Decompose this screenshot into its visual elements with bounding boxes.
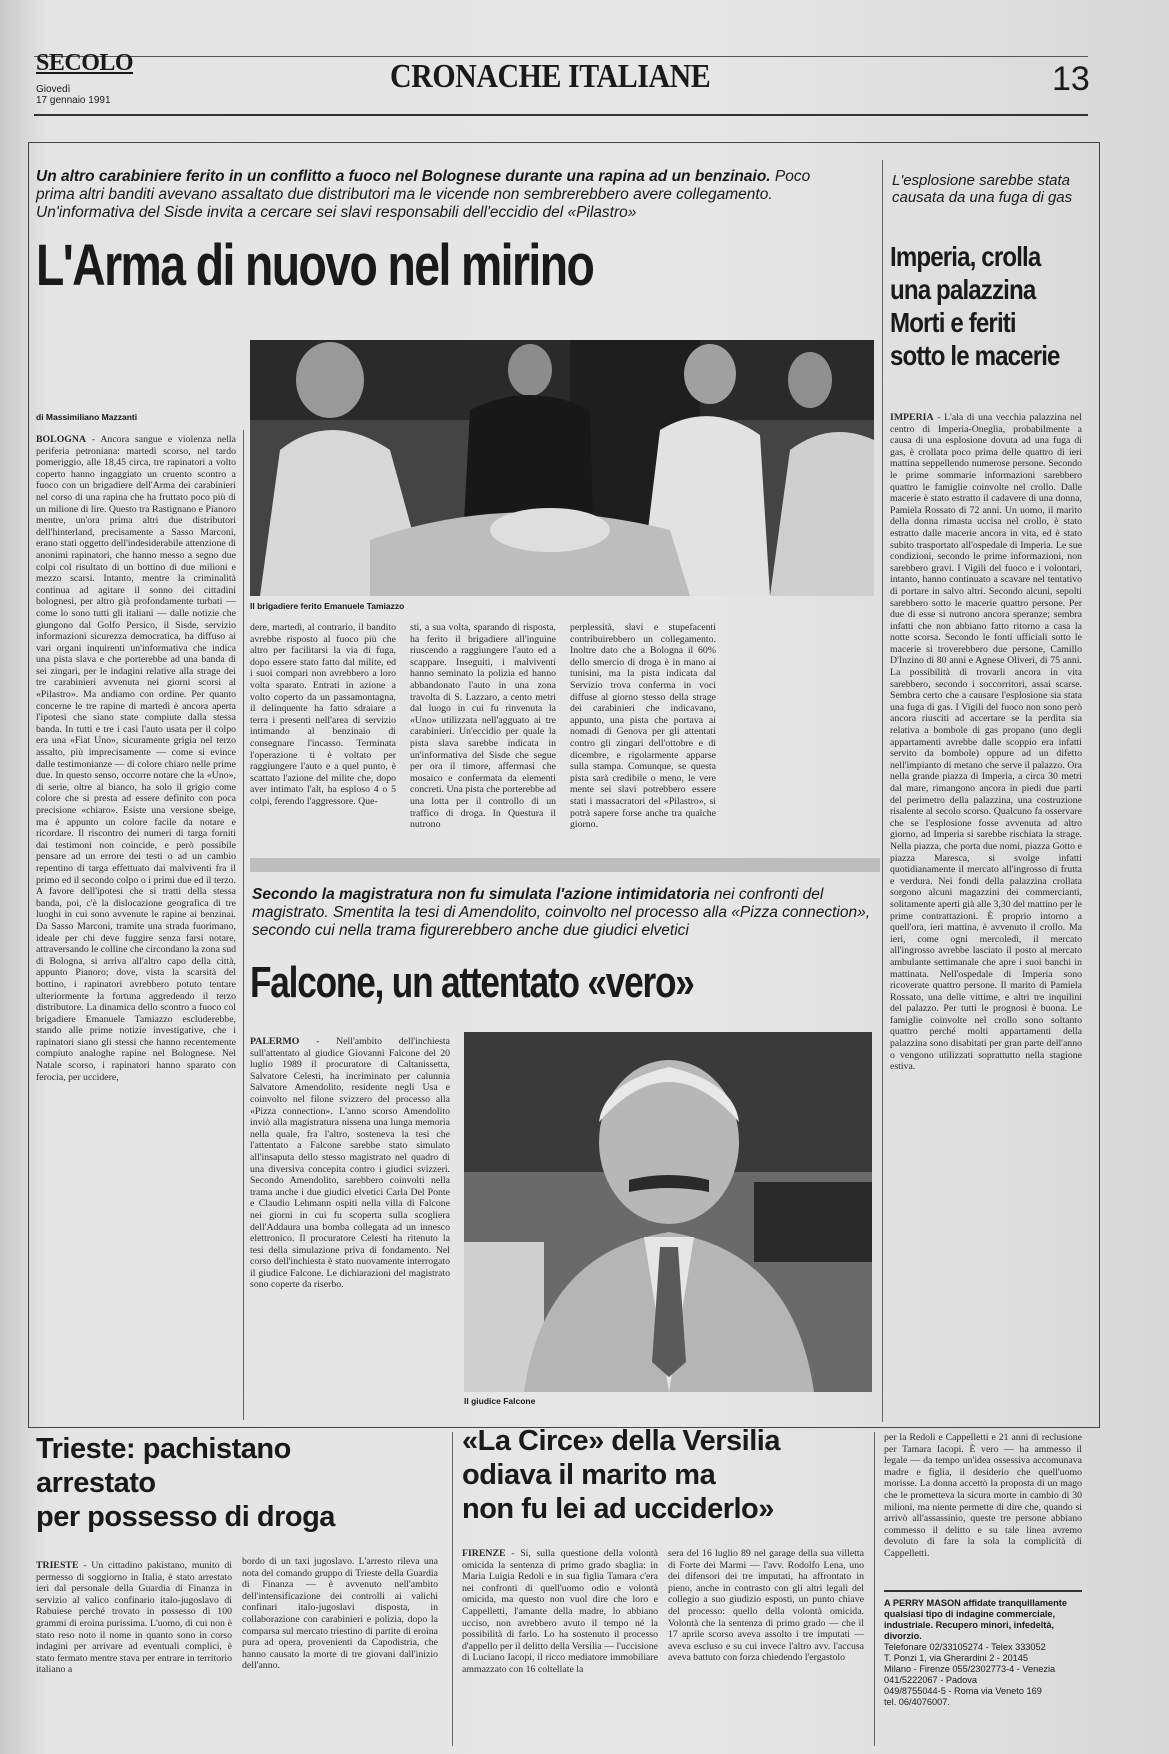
- column-rule: [874, 1432, 875, 1746]
- side-headline: Imperia, crolla una palazzina Morti e feriti sotto le macerie: [890, 241, 1060, 371]
- date-full: 17 gennaio 1991: [36, 95, 111, 106]
- falcone-kicker-bold: Secondo la magistratura non fu simulata l'azione intimidatoria: [252, 886, 710, 903]
- trieste-col1-text: - Un cittadino pakistano, munito di permesso di soggiorno in Italia, è stato arrestato ieri dal personale della Guardia di Finanza in servizio al valico confinario italo-jugoslavo di Rabuiese perché trovato in possesso di 100 grammi di eroina purissima. L'uomo, di cui non è stato reso noto il nome in quanto sono in corso indagini per arrivare ad eventuali complici, è stato fermato mentre stava per entrare in territorio italiano a: [36, 1560, 232, 1676]
- side-body-text: - L'ala di una vecchia palazzina nel centro di Imperia-Oneglia, probabilmente a causa di una esplosione dovuta ad una fuga di gas, è crollata poco prima delle quattro di ieri mattina seppellendo numerose persone. Secondo le prime sommarie informazioni sarebbero quattro le famiglie coinvolte nel crollo. Dalle macerie è stato estratto il cadavere di una donna, Pamiela Rossato di 72 anni. Un uomo, il marito della donna rimasta uccisa nel crollo, è stato estratto dalle macerie ancora in vita, ed è stato subito trasportato all'ospedale di Imperia. Le sue condizioni, secondo le prime informazioni, non sarebbero gravi. I Vigili del fuoco e i volontari, intanto, hanno continuato a scavare nel tentativo di portare in salvo altri. Secondo alcuni, sepolti sarebbero sotto le macerie quattro persone. Per due di esse si nutrono ancora speranze; sembra infatti che non abbiano fatto ritorno a casa la notte scorsa. Secondo le fonti ufficiali sotto le macerie si troverebbero due persone, Camillo D'Inzino di 80 anni e Agnese Oliveri, di 75 anni. La possibilità di trovarli ancora in vita sarebbero, secondo i soccorritori, assai scarse. Sembra certo che a causare l'esplosione sia stata una fuga di gas. I Vigili del fuoco non sono però ancora riusciti ad accertare se la perdita sia relativa a bombole di gas propano (uno degli appartamenti avrebbe dalle scoppio era infatti servito da bombole) oppure ad un difetto nell'impianto di metano che serve il palazzo. Ora nella grande piazza di Imperia, a circa 30 metri dal mare, rimangono ancora in piedi due parti del perimetro della palazzina, una costruzione risalente al secolo scorso. Qualcuno fa osservare che se l'esplosione fosse avvenuta ad altro giorno, ad Imperia si sarebbe rischiata la strage. Nella piazza, che porta due nomi, piazza Gotto e piazza Maresca, si svolge infatti quotidianamente il mercato all'ingrosso di frutta e verdura. Nei fondi della palazzina crollata sorgono alcuni magazzini dei commercianti, solitamente aperti già alle 3,30 del mattino per le prime contrattazioni. È proprio intorno a quell'ora, ieri mattina, è avvenuto il crollo. Ma ieri, come ogni mercoledì, il mercato all'ingrosso avrebbe lasciato il posto al mercato ambulante settimanale che apre i suoi banchi in mattinata. Nell'ospedale di Imperia sono ricoverate quattro persone. Il marito di Pamiela Rossato, una delle vittime, e altri tre inquilini del palazzo. Per tutti le prognosi è buona. Le famiglie coinvolte nel crollo sono soltanto quattro perché molti appartamenti della palazzina sono disabitati per gran parte dell'anno o vengono utilizzati soprattutto nella stagione estiva.: [890, 412, 1082, 1073]
- column-rule: [452, 1432, 453, 1746]
- falcone-photo-image: [464, 1032, 872, 1392]
- lead-col-2: [250, 622, 396, 842]
- lead-photo-image: [250, 340, 874, 596]
- lead-photo: [250, 340, 874, 596]
- side-dateline: IMPERIA: [890, 412, 934, 423]
- ad-line: Milano - Firenze 055/2302773-4 - Venezia 041/5222067 - Padova: [884, 1664, 1056, 1685]
- trieste-col2-text: bordo di un taxi jugoslavo. L'arresto rileva una nota del comando gruppo di Trieste della Guardia di Finanza — è avvenuto nell'ambito dell'intensificazione dei controlli ai valichi confinari italo-jugoslavi disposta, in collaborazione con carabinieri e polizia, dopo la comparsa sul mercato triestino di partite di eroina pura ad opera, provenienti da Capodistria, che hanno causato la morte di tre giovani dall'inizio dell'anno.: [242, 1556, 438, 1672]
- trieste-headline: [36, 1432, 436, 1534]
- falcone-kicker: [252, 886, 872, 940]
- column-rule: [243, 430, 244, 1420]
- date-weekday: Giovedì: [36, 84, 71, 95]
- lead-col-3: [410, 622, 556, 842]
- shaded-separator: [250, 858, 880, 872]
- falcone-kicker-rest: nei confronti del magistrato. Smentita la tesi di Amendolito, coinvolto nel processo alla «Pizza connection», secondo cui nella trama figurerebbero anche due giudici elvetici: [252, 886, 871, 939]
- ad-title: A PERRY MASON affidate tranquillamente qualsiasi tipo di indagine commerciale, industriale. Recupero minori, infedeltà, divorzio.: [884, 1598, 1067, 1641]
- circe-col-1: [462, 1548, 658, 1746]
- lead-photo-caption: Il brigadiere ferito Emanuele Tamiazzo: [250, 601, 405, 611]
- page-number: 13: [1052, 60, 1090, 98]
- circe-headline-line: odiava il marito ma: [462, 1459, 716, 1491]
- lead-col-1: [36, 434, 236, 1424]
- circe-col3-text: per la Redoli e Cappelletti e 21 anni di reclusione per Tamara Iacopi. È vero — ha ammesso il legale — da tempo un'idea ossessiva accomunava madre e figlia, il desiderio che quell'uomo morisse. La donna accettò la proposta di un mago che le prometteva la sicura morte in cambio di 30 milioni, ma niente permette di dire che, quando si arrivò all'assassinio, queste tre persone abbiano commesso il delitto e su tale linea avremo devoluto di fare la sola la complicità di Cappelletti.: [884, 1432, 1082, 1559]
- falcone-body: [250, 1036, 450, 1420]
- lead-col1-text: - Ancora sangue e violenza nella periferia petroniana: martedì scorso, nel tardo pomeriggio, alle 18,45 circa, tre rapinatori a volto coperto hanno ingaggiato un cruento scontro a fuoco con un brigadiere dell'Arma dei carabinieri nel corso di una rapina che ha fruttato poco più di un milione di lire. Questo tra Rastignano e Pianoro mentre, un'ora prima altri due distributori dell'hinterland, precisamente a Sasso Marconi, erano stati oggetto dell'indesiderabile attenzione di anonimi rapinatori, che hanno messo a segno due colpi col risultato di un bottino di due milioni e mezzo scarsi. Intanto, mentre la criminalità continua ad agitare il sonno dei cittadini bolognesi, per altro già profondamente turbati — come lo sono tutti gli italiani — dalle notizie che giungono dal Golfo Persico, il Sisde, servizio informazioni sicurezza democratica, ha diffuso ai vari organi inquirenti un'informativa che indica una pista slava e che porterebbe ad una banda di sei zingari, per le indagini relative alla strage dei tre carabinieri avvenuta nei giorni scorsi al «Pilastro». Ma andiamo con ordine. Per quanto concerne le tre rapine di martedì è ancora aperta l'ipotesi che siano state compiute dalla stessa banda. In tutti e tre i casi l'auto usata per il colpo era una «Fiat Uno», sicuramente grigia nel terzo assalto, più imprecisamente — come si evince dalle testimonianze — di colore chiaro nelle prime due. In questo senso, occorre notare che la «Uno», di serie, oltre al bianco, ha solo il grigio come colore che si presta ad essere definito con poca precisione «chiaro». Esiste una versione sbeige, ma è appunto un colore facile da notare e ricordare. Il riscontro dei numeri di targa forniti dai testimoni non coincide, e però possibile pensare ad un errore dei testi o ad un cambio repentino di targa effettuato dai malviventi fra il primo ed il secondo colpo o i primi due ed il terzo. A favore dell'ipotesi che si tratti della stessa banda, poi, c'è la dislocazione geografica di tre luoghi in cui sono avvenute le rapine ai benzinai. Da Sasso Marconi, tramite una strada fuorimano, ideale per chi deve fuggire senza farsi notare, attraversando le colline che circondano la zona sud di Bologna, si arriva all'altro capo della città, appunto Pianoro; dove, vista la scarsità del bottino, i rapinatori avrebbero potuto tentare ulteriormente la fortuna aggredendo il terzo distributore. La dinamica dello scontro a fuoco col brigadiere Emanuele Tamiazzo escluderebbe, stando alle prime notizie investigative, che i rapinatori siano gli stessi che hanno recentemente compiuto analoghe rapine nel Bolognese. Nel Natale scorso, i rapinatori hanno sparato con ferocia, per uccidere,: [36, 434, 236, 1083]
- circe-col-2: [668, 1548, 864, 1746]
- falcone-body-text: - Nell'ambito dell'inchiesta sull'attentato al giudice Giovanni Falcone del 20 luglio 1989 il procuratore di Caltanissetta, Salvatore Celesti, ha incriminato per calunnia Salvatore Amendolito, residente negli Usa e coinvolto nel filone svizzero del processo alla «Pizza connection». L'anno scorso Amendolito inviò alla magistratura nissena una lunga memoria nella quale, fra l'altro, sosteneva la tesi che l'attentato a Falcone sarebbe stato simulato all'insaputa dello stesso magistrato nel quadro di una diversiva concepita contro i giudici svizzeri. Secondo Amendolito, sarebbero coinvolti nella trama anche i due giudici elvetici Carla Del Ponte e Claudio Lehmann ospiti nella villa di Falcone nei giorni in cui fu scoperta sulla scogliera dell'Addaura una bomba collegata ad un innesco elettronico. Il procuratore Celesti ha ritenuto la tesi della simulazione priva di fondamento. Nel corso dell'inchiesta è stato nuovamente interrogato il giudice Falcone. Le dichiarazioni del magistrato sono coperte da riserbo.: [250, 1036, 450, 1291]
- lead-col3-text: sti, a sua volta, sparando di risposta, ha ferito il brigadiere all'inguine riuscendo a raggiungere l'auto ed a scappare. Inseguiti, i malviventi hanno seminato la polizia ed hanno abbandonato l'auto in una zona travolta di S. Lazzaro, a cento metri dal luogo in cui fu rinvenuta la «Uno» utilizzata nell'agguato ai tre carabinieri. Un'eccidio per quale la pista slava sarebbe indicata in un'informativa del Sisde che segue per ora il timore, affermasi che mosaico e confermata da elementi concreti. Una pista che porterebbe ad una lotta per il controllo di un traffico di droga. In Questura il nutrono: [410, 622, 556, 831]
- trieste-headline-line: arrestato: [36, 1467, 156, 1499]
- masthead-brand: SECOLO: [36, 50, 134, 76]
- side-kicker-prefix: L'esplosione: [892, 172, 975, 189]
- ad-rule: [884, 1590, 1082, 1592]
- circe-headline-line: «La Circe» della Versilia: [462, 1425, 780, 1457]
- lead-byline: di Massimiliano Mazzanti: [36, 412, 138, 422]
- trieste-headline-line: Trieste: pachistano: [36, 1433, 291, 1465]
- lead-headline: L'Arma di nuovo nel mirino: [36, 233, 594, 298]
- circe-col2-text: sera del 16 luglio 89 nel garage della sua villetta di Forte dei Marmi — l'avv. Rodolfo Lena, uno dei difensori dei tre imputati, ha affrontato in pieno, anche in contrasto con gli altri legali del collegio a suo giudizio esposti, un punto chiave del processo: quello della volontà omicida. Volontà che la sentenza di primo grado — che il 17 aprile scorso aveva assolto i tre imputati — aveva escluso e su cui invece l'altro avv. l'accusa aveva battuto con forza chiedendo l'ergastolo: [668, 1548, 864, 1664]
- side-kicker-rest: sarebbe stata causata da una fuga di gas: [892, 172, 1073, 206]
- section-title: CRONACHE ITALIANE: [390, 58, 711, 95]
- lead-kicker: [36, 168, 848, 222]
- side-body: [890, 412, 1082, 1416]
- side-kicker: [892, 172, 1082, 206]
- lead-col2-text: dere, martedì, al contrario, il bandito avrebbe risposto al fuoco più che altro per facilitarsi la via di fuga, dopo essere stato fatto dal milite, ed i suoi compari non avrebbero a loro volta sparato. Entrati in azione a volto coperto da un passamontagna, il delinquente ha fatto sdraiare a terra i presenti nell'area di servizio intimando al benzinaio di consegnare l'incasso. Terminata l'operazione ti è voltato per raggiungere l'auto e a quel punto, è scattato l'azione del milite che, dopo aver intimato l'alt, ha esploso 4 o 5 colpi, ferendo l'aggressore. Que-: [250, 622, 396, 807]
- ad-line: 049/8755044-5 - Roma via Veneto 169: [884, 1686, 1042, 1696]
- trieste-dateline: TRIESTE: [36, 1560, 79, 1571]
- falcone-dateline: PALERMO: [250, 1036, 300, 1047]
- falcone-photo-caption: Il giudice Falcone: [464, 1396, 536, 1406]
- circe-col1-text: - Si, sulla questione della volontà omicida la sentenza di primo grado sbaglia: in Maria Luigia Redoli e in sua figlia Tamara c'era nei confronti di quell'uomo odio e volontà omicida, ma questo non vuol dire che loro e Cappelletti, l'amante della madre, lo abbiano ucciso, non avrebbero avuto il tempo né la possibilità di farlo. Lo ha sostenuto il processo d'appello per il delitto della Versilia — l'uccisione di Luciano Iacopi, il ricco mediatore immobiliare ammazzato con 16 coltellate la: [462, 1548, 658, 1675]
- lead-col-4: [570, 622, 716, 842]
- lead-dateline: BOLOGNA: [36, 434, 87, 445]
- circe-dateline: FIRENZE: [462, 1548, 506, 1559]
- column-rule: [882, 160, 883, 1422]
- lead-col4-text: perplessità, slavi e stupefacenti contribuirebbero un collegamento. Inoltre dato che a Bologna il 60% dello smercio di droga è in mano ai tunisini, ma la pista indicata dal Servizio trova conferma in voci diffuse al giorno stesso della strage dei carabinieri che indicavano, appunto, una pista che portava ai nomadi di Genova per gli attentati contro gli zingari dell'ottobre e di dicembre, e rigolarmente apparse sulla stampa. Comunque, se questa pista sarà credibile o meno, le vere mente sei slavi potrebbero essere stati i massacratori del «Pilastro», si potrà sapere forse anche tra qualche giorno.: [570, 622, 716, 831]
- ad-line: tel. 06/4076007.: [884, 1697, 950, 1707]
- lead-kicker-rest: Poco prima altri banditi avevano assaltato due distributori ma le vicende non sembrerebbero avere collegamento. Un'informativa del Sisde invita a cercare sei slavi responsabili dell'eccidio del «Pilastro»: [36, 168, 811, 221]
- top-rule: [34, 56, 1088, 57]
- trieste-col-2: [242, 1556, 438, 1746]
- ad-line: T. Ponzi 1, via Gherardini 2 - 20145: [884, 1653, 1029, 1663]
- ad-line: Telefonare 02/33105274 - Telex 333052: [884, 1642, 1046, 1652]
- falcone-headline: Falcone, un attentato «vero»: [250, 958, 694, 1007]
- lead-kicker-bold: Un altro carabiniere ferito in un conflitto a fuoco nel Bolognese durante una rapina ad un benzinaio.: [36, 168, 771, 185]
- masthead-date: [36, 84, 111, 106]
- circe-col-3: [884, 1432, 1082, 1584]
- trieste-headline-line: per possesso di droga: [36, 1501, 335, 1533]
- circe-headline: [462, 1424, 882, 1526]
- circe-headline-line: non fu lei ad ucciderlo»: [462, 1493, 774, 1525]
- falcone-photo: [464, 1032, 872, 1392]
- perry-mason-ad: [884, 1598, 1082, 1746]
- trieste-col-1: [36, 1560, 232, 1746]
- header-rule: [34, 114, 1088, 116]
